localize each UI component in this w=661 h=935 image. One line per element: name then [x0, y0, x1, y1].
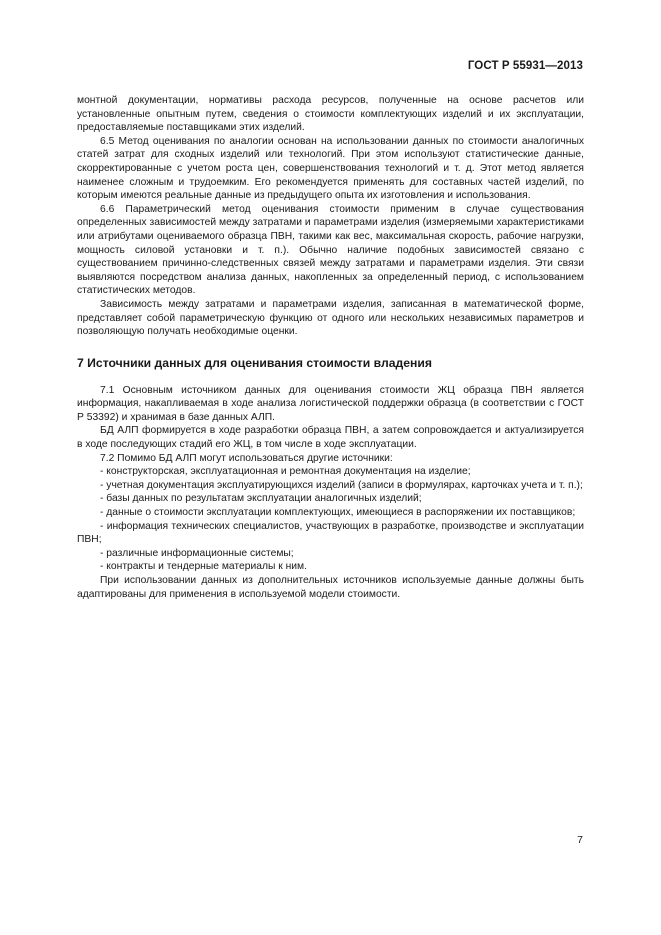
paragraph-6-5: 6.5 Метод оценивания по аналогии основан на использовании данных по стоимости аналогичных статей затрат для сходных изделий или технологий. При этом используют статистические данные, скорректированные с учетом роста цен, совершенствования технологий и т. д. Этот метод является наименее сложным и трудоемким. Его рекомендуется применять для составных частей изделий, по которым имеются реальные данные из предыдущего опыта их изготовления и использования.	[77, 135, 584, 202]
list-item: - данные о стоимости эксплуатации комплектующих, имеющиеся в распоряжении их поставщиков;	[100, 507, 576, 519]
list-item: - учетная документация эксплуатирующихся изделий (записи в формулярах, карточках учета и т. п.);	[100, 479, 583, 491]
paragraph-bd-alp: БД АЛП формируется в ходе разработки образца ПВН, а затем сопровождается и актуализируется в ходе последующих стадий его ЖЦ, в том числе в ходе эксплуатации.	[77, 425, 584, 451]
list-item: - базы данных по результатам эксплуатации аналогичных изделий;	[100, 493, 422, 505]
list-item: - контракты и тендерные материалы к ним.	[100, 561, 307, 573]
section-7-title: 7 Источники данных для оценивания стоимости владения	[77, 355, 432, 370]
list-item: - информация технических специалистов, участвующих в разработке, производстве и эксплуатации ПВН;	[77, 520, 584, 546]
paragraph-7-1: 7.1 Основным источником данных для оценивания стоимости ЖЦ образца ПВН является информация, накапливаемая в ходе анализа логистической поддержки образца (в соответствии с ГОСТ Р 53392) и хранимая в базе данных АЛП.	[77, 384, 584, 423]
paragraph-6-6: 6.6 Параметрический метод оценивания стоимости применим в случае существования определенных зависимостей между затратами и параметрами изделия (измеряемыми характеристиками или атрибутами оцениваемого образца ПВН, такими как вес, максимальная скорость, рабочие нагрузки, мощность силовой установки и т. п.). Обычно наличие подобных зависимостей связано с существованием причинно-следственных связей между затратами и параметрами изделия. Эти связи выявляются посредством анализа данных, накопленных за определенный период, с использованием статистических методов.	[77, 203, 584, 297]
list-item: - различные информационные системы;	[100, 547, 294, 559]
standard-designation: ГОСТ Р 55931—2013	[467, 60, 583, 72]
page-number: 7	[577, 834, 583, 846]
paragraph-7-2: 7.2 Помимо БД АЛП могут использоваться другие источники:	[100, 452, 393, 464]
paragraph-additional-sources: При использовании данных из дополнительных источников используемые данные должны быть адаптированы для применения в используемой модели стоимости.	[77, 575, 584, 600]
paragraph-dependency: Зависимость между затратами и параметрами изделия, записанная в математической форме, представляет собой параметрическую функцию от одного или нескольких независимых параметров и позволяющую получать необходимые оценки.	[77, 298, 584, 338]
list-item: - конструкторская, эксплуатационная и ремонтная документация на изделие;	[100, 466, 471, 478]
page-content	[77, 94, 584, 601]
paragraph-continuation: монтной документации, нормативы расхода ресурсов, полученные на основе расчетов или установленные опытным путем, сведения о стоимости комплектующих изделий и их эксплуатации, предоставляемые поставщиками этих изделий.	[77, 95, 584, 134]
